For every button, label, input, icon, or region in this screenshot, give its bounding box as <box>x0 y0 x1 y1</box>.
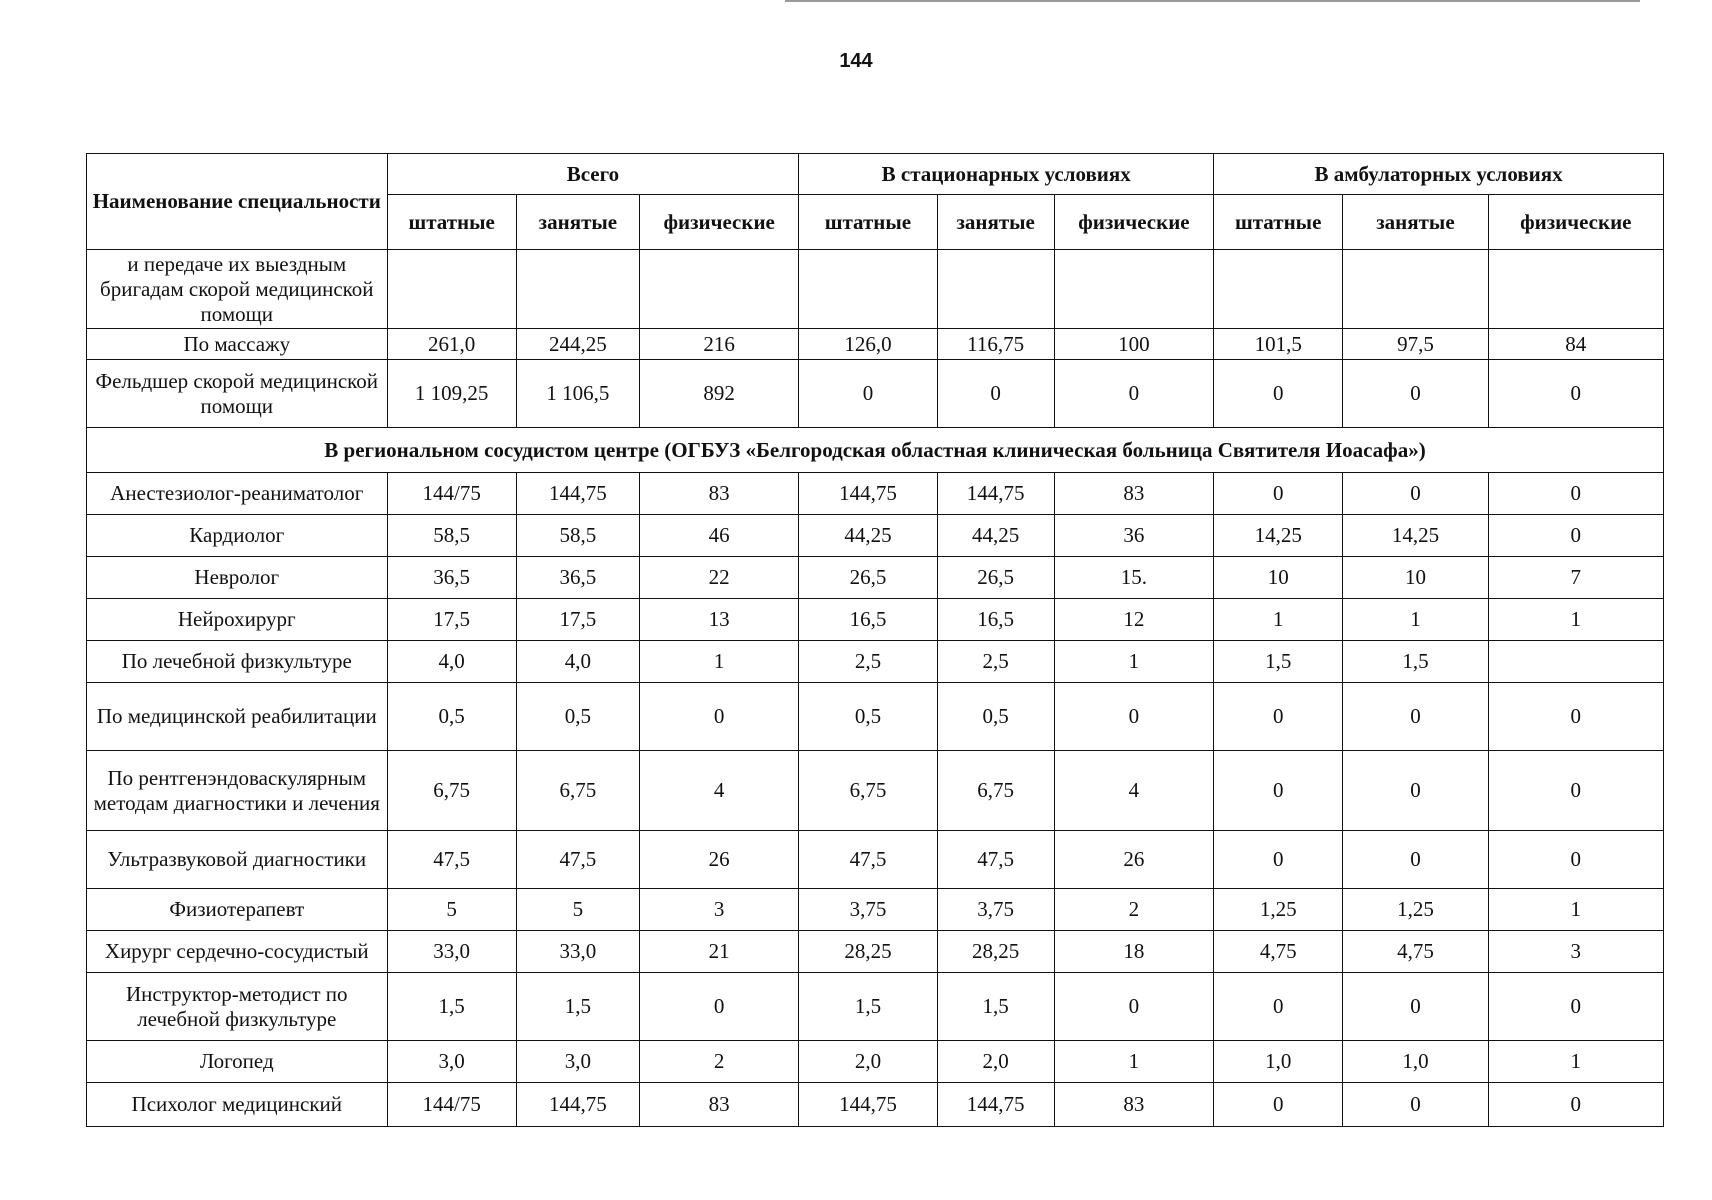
header-sub: физические <box>640 195 799 250</box>
section-title: В региональном сосудистом центре (ОГБУЗ «Белгородская областная клиническая больница Святителя Иоасафа») <box>87 428 1664 473</box>
table-cell: 0 <box>1488 1083 1663 1127</box>
table-cell: 1 <box>640 641 799 683</box>
table-cell: 26 <box>1054 831 1213 889</box>
table-cell: 3,0 <box>516 1041 639 1083</box>
table-cell: 33,0 <box>516 931 639 973</box>
table-cell: 0 <box>1214 831 1343 889</box>
table-cell: 1,5 <box>516 973 639 1041</box>
table-row <box>87 557 1664 599</box>
table-cell: 4 <box>1054 751 1213 831</box>
table-cell: 0 <box>1343 473 1488 515</box>
table-cell <box>799 250 937 329</box>
table-cell: 26,5 <box>937 557 1054 599</box>
table-cell: 6,75 <box>387 751 516 831</box>
table-cell: 892 <box>640 360 799 428</box>
row-name: Инструктор-методист по лечебной физкультуре <box>87 973 388 1041</box>
table-cell: 0 <box>1343 1083 1488 1127</box>
table-cell: 144,75 <box>937 1083 1054 1127</box>
table-cell: 0 <box>640 973 799 1041</box>
table-cell: 44,25 <box>937 515 1054 557</box>
table-row <box>87 931 1664 973</box>
row-name: Ультразвуковой диагностики <box>87 831 388 889</box>
table-cell: 144,75 <box>937 473 1054 515</box>
table-cell: 2,5 <box>799 641 937 683</box>
table-cell <box>1343 250 1488 329</box>
table-cell: 0 <box>1343 751 1488 831</box>
table-cell: 144,75 <box>516 1083 639 1127</box>
table-cell <box>516 250 639 329</box>
header-sub: штатные <box>1214 195 1343 250</box>
table-cell: 144/75 <box>387 473 516 515</box>
header-sub: физические <box>1488 195 1663 250</box>
table-cell: 6,75 <box>937 751 1054 831</box>
table-cell: 1,5 <box>1343 641 1488 683</box>
table-cell: 7 <box>1488 557 1663 599</box>
table-cell: 0 <box>1343 973 1488 1041</box>
table-cell: 1,5 <box>387 973 516 1041</box>
table-cell: 4,75 <box>1343 931 1488 973</box>
table-cell: 1 <box>1488 889 1663 931</box>
section-header <box>87 428 1664 473</box>
table-cell: 2,0 <box>937 1041 1054 1083</box>
table-body-main <box>87 473 1664 1127</box>
table-cell: 58,5 <box>516 515 639 557</box>
table-row <box>87 1083 1664 1127</box>
table-cell: 4 <box>640 751 799 831</box>
table-cell: 4,75 <box>1214 931 1343 973</box>
table-cell: 0 <box>1214 473 1343 515</box>
table-cell: 36,5 <box>387 557 516 599</box>
table-cell: 2 <box>1054 889 1213 931</box>
header-group-inpatient: В стационарных условиях <box>799 154 1214 195</box>
table-cell: 26,5 <box>799 557 937 599</box>
table-cell: 84 <box>1488 329 1663 360</box>
header-sub: занятые <box>516 195 639 250</box>
table-cell: 26 <box>640 831 799 889</box>
table-cell: 0 <box>640 683 799 751</box>
table-cell: 17,5 <box>516 599 639 641</box>
table-cell: 0 <box>1488 973 1663 1041</box>
table-cell: 14,25 <box>1214 515 1343 557</box>
table-cell: 0 <box>1054 683 1213 751</box>
row-name: Хирург сердечно-сосудистый <box>87 931 388 973</box>
table-cell: 10 <box>1343 557 1488 599</box>
table-cell: 4,0 <box>387 641 516 683</box>
table-cell: 17,5 <box>387 599 516 641</box>
header-sub: физические <box>1054 195 1213 250</box>
table-cell: 47,5 <box>937 831 1054 889</box>
table-cell: 10 <box>1214 557 1343 599</box>
table-cell: 116,75 <box>937 329 1054 360</box>
row-name: По медицинской реабилитации <box>87 683 388 751</box>
table-row <box>87 641 1664 683</box>
table-cell: 0 <box>1343 683 1488 751</box>
table-cell: 0 <box>1488 360 1663 428</box>
table-row <box>87 515 1664 557</box>
table-cell: 100 <box>1054 329 1213 360</box>
table-cell: 21 <box>640 931 799 973</box>
staffing-table <box>86 153 1664 1127</box>
table-cell: 0 <box>1343 831 1488 889</box>
row-name: Нейрохирург <box>87 599 388 641</box>
table-cell: 2,5 <box>937 641 1054 683</box>
table-cell: 2,0 <box>799 1041 937 1083</box>
header-name: Наименование специальности <box>87 154 388 250</box>
table-cell: 36 <box>1054 515 1213 557</box>
table-cell: 5 <box>387 889 516 931</box>
table-cell: 1,25 <box>1214 889 1343 931</box>
table-cell: 83 <box>640 473 799 515</box>
table-row <box>87 250 1664 329</box>
table-row <box>87 473 1664 515</box>
table-cell: 1 <box>1054 641 1213 683</box>
table-cell: 33,0 <box>387 931 516 973</box>
table-cell: 0 <box>1214 751 1343 831</box>
header-sub: штатные <box>799 195 937 250</box>
table-cell: 58,5 <box>387 515 516 557</box>
row-name: Фельдшер скорой медицинской помощи <box>87 360 388 428</box>
table-cell: 1,5 <box>799 973 937 1041</box>
table-cell: 3 <box>640 889 799 931</box>
table-cell: 28,25 <box>799 931 937 973</box>
table-cell: 83 <box>1054 473 1213 515</box>
table-cell <box>1488 250 1663 329</box>
table-cell: 144,75 <box>799 1083 937 1127</box>
table-cell: 47,5 <box>516 831 639 889</box>
table-cell: 144/75 <box>387 1083 516 1127</box>
table-cell: 0 <box>1488 831 1663 889</box>
table-cell: 0,5 <box>937 683 1054 751</box>
table-cell: 12 <box>1054 599 1213 641</box>
row-name: Кардиолог <box>87 515 388 557</box>
table-cell: 47,5 <box>799 831 937 889</box>
table-cell: 1,0 <box>1214 1041 1343 1083</box>
table-cell: 4,0 <box>516 641 639 683</box>
table-cell: 22 <box>640 557 799 599</box>
table-cell <box>1214 250 1343 329</box>
table-cell: 16,5 <box>937 599 1054 641</box>
table-cell: 0 <box>1343 360 1488 428</box>
table-row <box>87 889 1664 931</box>
table-cell: 1 <box>1214 599 1343 641</box>
table-cell: 3,75 <box>937 889 1054 931</box>
table-cell: 44,25 <box>799 515 937 557</box>
table-cell: 13 <box>640 599 799 641</box>
table-cell <box>1054 250 1213 329</box>
table-cell: 97,5 <box>1343 329 1488 360</box>
header-sub: штатные <box>387 195 516 250</box>
top-rule <box>785 0 1640 2</box>
table-cell: 0,5 <box>799 683 937 751</box>
table-cell: 16,5 <box>799 599 937 641</box>
table-cell: 14,25 <box>1343 515 1488 557</box>
row-name: Анестезиолог-реаниматолог <box>87 473 388 515</box>
row-name: По рентгенэндоваскулярным методам диагностики и лечения <box>87 751 388 831</box>
table-cell: 36,5 <box>516 557 639 599</box>
table-cell: 6,75 <box>516 751 639 831</box>
table-cell: 0 <box>1488 683 1663 751</box>
table-cell: 28,25 <box>937 931 1054 973</box>
header-group-outpatient: В амбулаторных условиях <box>1214 154 1664 195</box>
table-row <box>87 1041 1664 1083</box>
table-cell: 3 <box>1488 931 1663 973</box>
table-cell: 0 <box>1488 515 1663 557</box>
table-cell: 0 <box>1054 973 1213 1041</box>
table-cell: 144,75 <box>516 473 639 515</box>
table-cell: 1,5 <box>1214 641 1343 683</box>
table-cell: 18 <box>1054 931 1213 973</box>
table-row <box>87 683 1664 751</box>
table-cell: 1 <box>1488 1041 1663 1083</box>
table-cell: 2 <box>640 1041 799 1083</box>
table-cell: 83 <box>640 1083 799 1127</box>
row-name: По массажу <box>87 329 388 360</box>
table-row <box>87 599 1664 641</box>
row-name: По лечебной физкультуре <box>87 641 388 683</box>
table-cell: 244,25 <box>516 329 639 360</box>
table-cell: 1 109,25 <box>387 360 516 428</box>
table-cell: 101,5 <box>1214 329 1343 360</box>
table-cell: 0 <box>1214 683 1343 751</box>
row-name: Психолог медицинский <box>87 1083 388 1127</box>
table-cell: 0 <box>1488 751 1663 831</box>
table-cell: 1,25 <box>1343 889 1488 931</box>
row-name: и передаче их выездным бригадам скорой медицинской помощи <box>87 250 388 329</box>
table-cell: 1,0 <box>1343 1041 1488 1083</box>
table-row <box>87 973 1664 1041</box>
table-cell: 3,0 <box>387 1041 516 1083</box>
table-cell: 216 <box>640 329 799 360</box>
table-cell: 47,5 <box>387 831 516 889</box>
table-cell: 83 <box>1054 1083 1213 1127</box>
table-cell: 0 <box>937 360 1054 428</box>
row-name: Физиотерапевт <box>87 889 388 931</box>
header-group-total: Всего <box>387 154 799 195</box>
table-cell: 3,75 <box>799 889 937 931</box>
table-cell: 6,75 <box>799 751 937 831</box>
row-name: Логопед <box>87 1041 388 1083</box>
row-name: Невролог <box>87 557 388 599</box>
table-cell <box>387 250 516 329</box>
table-cell: 1 106,5 <box>516 360 639 428</box>
table-cell: 0 <box>1214 360 1343 428</box>
table-cell: 0,5 <box>516 683 639 751</box>
table-row <box>87 751 1664 831</box>
table-cell: 0 <box>1214 1083 1343 1127</box>
table-cell: 144,75 <box>799 473 937 515</box>
table-cell: 1 <box>1343 599 1488 641</box>
table-row <box>87 360 1664 428</box>
table-cell: 1 <box>1488 599 1663 641</box>
page-number: 144 <box>839 50 873 72</box>
table-cell: 15. <box>1054 557 1213 599</box>
table-cell: 261,0 <box>387 329 516 360</box>
table-row <box>87 831 1664 889</box>
table-row <box>87 329 1664 360</box>
table-cell: 46 <box>640 515 799 557</box>
table-cell <box>1488 641 1663 683</box>
table-cell: 5 <box>516 889 639 931</box>
table-cell: 1 <box>1054 1041 1213 1083</box>
table-cell <box>937 250 1054 329</box>
table-cell <box>640 250 799 329</box>
header-sub: занятые <box>937 195 1054 250</box>
table-cell: 0 <box>1488 473 1663 515</box>
table-body-top <box>87 250 1664 428</box>
table-cell: 0 <box>1214 973 1343 1041</box>
header-sub: занятые <box>1343 195 1488 250</box>
table-cell: 0,5 <box>387 683 516 751</box>
table-cell: 0 <box>1054 360 1213 428</box>
table-cell: 0 <box>799 360 937 428</box>
table-cell: 126,0 <box>799 329 937 360</box>
table-cell: 1,5 <box>937 973 1054 1041</box>
